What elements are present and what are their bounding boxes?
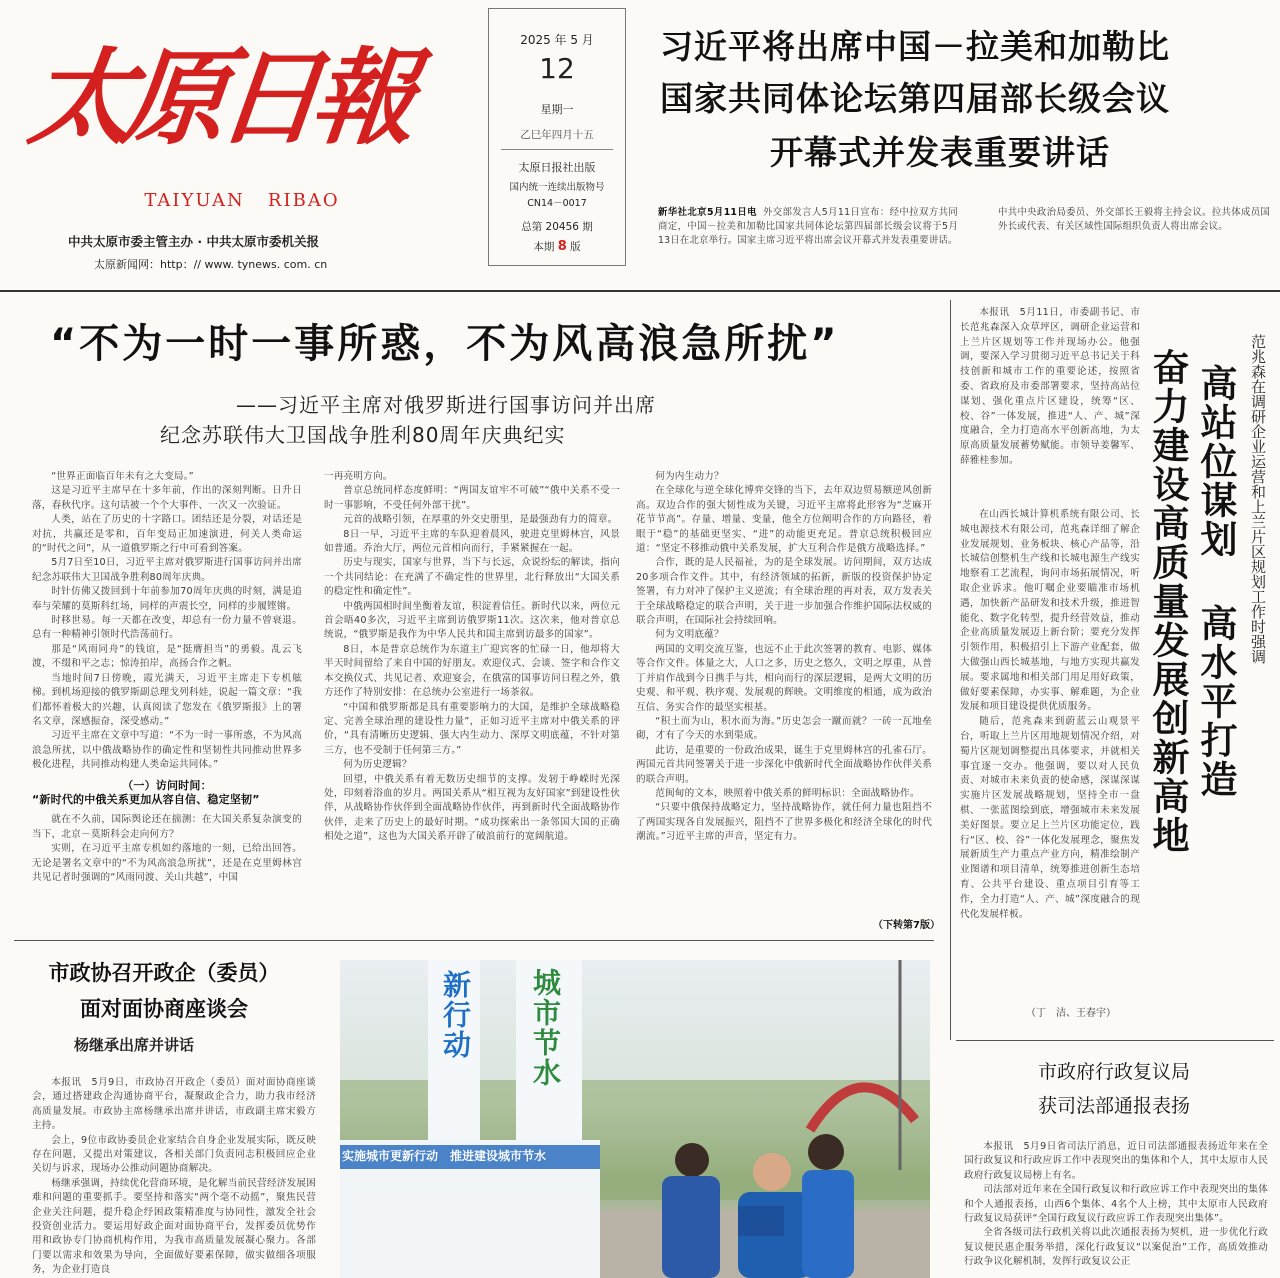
publisher: 太原日报社出版 [518,161,596,174]
pages-prefix: 本期 [533,241,555,253]
photo-horizontal-banner: 实施城市更新行动 推进建设城市节水 [342,1149,547,1163]
cppcc-headline-1: 市政协召开政企（委员） [48,961,280,985]
justice-headline-1: 市政府行政复议局 [1037,1061,1190,1083]
cppcc-paragraph: 会上，9位市政协委员企业家结合自身企业发展实际，既反映存在问题，又提出对策建议，各相关部门负责同志积极回应企业关切与诉求，现场办公推动问题协商解决。 [32,1134,316,1175]
masthead-website[interactable]: 太原新闻网：http：// www. tynews. com. cn [94,258,328,271]
issue-number: 总第 20456 期 [521,221,593,233]
right-story-byline: （丁 洁、王春宇） [1026,1008,1116,1019]
date-block [488,8,626,266]
lead-headline: “不为一时一事所惑，不为风高浪急所扰” [50,321,840,367]
lead-paragraph: 历史与现实，国家与世界，当下与长远，众说纷纭的解读，指向一个共同结论：在充满了不确定性的世界里，北行释放出“大国关系的稳定性和确定性”。 [324,557,620,598]
lead-paragraph: 一再亮明方向。 [324,471,393,482]
lead-paragraph: 范闽甸的文本，映照着中俄关系的鲜明标识：全面战略协作。 [655,787,920,799]
top-story-body-1: 外交部发言人5月11日宣布：经中拉双方共同商定，中国－拉美和加勒比国家共同体论坛第四届部长级会议将于5月13日在北京举行。国家主席习近平将出席会议开幕式并发表重要讲话。 [658,207,958,246]
photo-person-1-head [675,1143,709,1177]
lead-paragraph: 实则，在习近平主席专机如约落地的一刻，已给出回答。无论是署名文章中的“不为风高浪急所扰”，还是在克里姆林宫共见记者时强调的“风雨同渡、关山共越”，中国 [32,843,302,883]
top-story-headline-2: 国家共同体论坛第四届部长级会议 [660,79,1170,118]
lead-paragraph: 回望，中俄关系有着无数历史细节的支撑。发轫于峥嵘时光深处，印刻着浴血的岁月。两国关系从“相互视为友好国家”到建设性伙伴，从战略协作伙伴到全面战略协作伙伴，再到新时代全面战略协作伙伴，走来了历史上的最好时期。“成功探索出一条邻国大国的正确相处之道”，这也为大国关系开辟了破浪前行的宽阔航道。 [324,773,620,843]
lead-paragraph: 8日一早，习近平主席的车队迎着晨风，驶进克里姆林宫，风景如普通。乔治大厅，两位元首相向而行，手紧紧握在一起。 [324,528,620,555]
lead-paragraph: 那是“风雨同舟”的钱谊，是“挺膺担当”的勇毅。乱云飞渡，不缀和平之志；惊涛拍岸，高扬合作之帆。 [32,643,302,670]
lead-paragraph: 此访，是重要的一份政治成果，诞生于克里姆林宫的孔雀石厅。两国元首共同签署关于进一步深化中俄新时代全面战略协作伙伴关系的联合声明。 [636,744,932,785]
lead-paragraph: 中俄两国相时间坐衡着友谊，积淀着信任。新时代以来，两位元首会晤40多次，习近平主席到访俄罗斯11次。这次来，他对普京总统说，“俄罗斯是我作为中华人民共和国主席到访最多的国家”。 [324,600,620,641]
justice-story [956,1044,1280,1278]
photo-person-1-body [662,1176,720,1278]
pages-number: 8 [557,239,567,254]
photo-banner-text-2: 城市节水 [529,968,562,1088]
date-lunar: 乙巳年四月十五 [520,129,594,141]
right-story-title-1: 高站位谋划 高水平打造 [1194,364,1237,799]
lead-paragraph: 8日，本是普京总统作为东道主广迎宾客的忙碌一日，他却将大半天时间留给了来自中国的好朋友。欢迎仪式、会谈、签字和合作文本交换仪式、共见记者、欢迎宴会，在俄富的国事访问日程之外，俄方还作了特别安排：在总统办公室进行一场茶叙。 [324,643,620,699]
right-story-pretitle: 范兆森在调研企业运营和上兰片区规划工作时强调 [1249,334,1267,664]
pages-suffix: 版 [570,241,581,253]
lead-paragraph: 何为内生动力？ [655,471,724,482]
lead-paragraph: 就在不久前，国际舆论还在揣测：在大国关系复杂演变的当下，北京－莫斯科会走向何方？ [32,814,302,840]
right-story-paragraph: 在山西长城计算机系统有限公司、长城电源技术有限公司，范兆森详细了解企业发展规划、业务板块、核心产品等，沿长城信创整机生产线和长城电源生产线实地察看工艺流程，询问市场拓展情况，听取企业诉求。他叮嘱企业要瞄准市场机遇，加快新产品研发和技术升级，推进智能化、数字化转型，提升经营效益，推动企业高质量发展迈上新台阶；要充分发挥引领作用，积极招引上下游产业配套，做大做强山西长城基地，与地方实现共赢发展。要求属地和相关部门用足用好政策，做好要素保障，办实事、解难题，为企业发展和项目建设提供优质服务。 [960,509,1140,713]
justice-paragraph: 全省各级司法行政机关将以此次通报表扬为契机，进一步优化行政复议便民惠企服务举措，深化行政复议“以案促治”工作，高质效推动行政争议化解机制，发挥行政复议公正 [964,1227,1268,1268]
masthead-pinyin: TAIYUAN RIBAO [144,190,340,211]
lead-column-1 [32,470,302,930]
photo-banner-text-1: 新行动 [439,970,472,1060]
lead-paragraph: “世界正面临百年未有之大变局。” [51,471,194,482]
top-story-headline-3: 开幕式并发表重要讲话 [770,133,1110,172]
lead-paragraph: 两国的文明交流互鉴，也远不止于此次签署的教育、电影、媒体等合作文件。体量之大，人口之多，历史之悠久，文明之厚重，从普丁并肩作战到今日携手与共，相向而行的深层逻辑，是两大文明的历史观、和平观、秩序观、发展观的辉映。文明维度的相通，成为政治互信、务实合作的最坚实根基。 [636,643,932,713]
issn-label: 国内统一连续出版物号 [509,182,605,193]
jump-line[interactable]: （下转第7版） [873,920,940,931]
lead-paragraph: 合作，既的是人民福祉，为的是全球发展。访问期间，双方达成20多项合作文件。其中，有经济领域的拓新，新版的投资保护协定签署，有力对冲了保护主义逆流；有全球治理的再对表，双方发表关于全球战略稳定的联合声明，关于进一步加强合作维护国际法权威的联合声明，在国际社会持续回响。 [636,557,932,627]
cppcc-body [32,1076,316,1276]
lead-paragraph: 当地时间7日傍晚，霞光满天，习近平主席走下专机舷梯。到机场迎接的俄罗斯副总理戈列科娃，说起一篇文章：“我们都怀着极大的兴趣，认真阅读了您发在《俄罗斯报》上的署名文章，深感振奋，深受感动。” [32,672,302,727]
lead-paragraph: 这是习近平主席早在十多年前，作出的深刻判断。日升日落，春秋代序。这句话被一个个大事件、一次又一次验证。 [32,485,302,511]
lead-subhead-2: 纪念苏联伟大卫国战争胜利80周年庆典纪实 [160,423,566,447]
rule-under-masthead [0,290,1280,292]
photo-person-3-head [808,1134,844,1170]
right-story-paragraph: 随后，范兆森来到蔚蓝云山观景平台，听取上兰片区用地规划情况介绍，对蜀片区规划调整提出具体要求，并就相关事宜逐一交办。他强调，要以对人民负责、对城市未来负责的使命感，深谋深谋实施片区发展战略规划，坚持全市一盘棋、一张蓝图绘到底，增强城市未来发展美好图景。要立足上兰片区功能定位，践行“区、校、谷”一体化发展理念，聚焦发展新质生产力重点产业方向，精准绘制产业图谱和项目清单，统筹推进创新生态培育、公共平台建设、重点项目引育等工作，全力打造“人、产、城”深度融合的现代化发展样板。 [960,716,1140,920]
section-subtitle: “新时代的中俄关系更加从容自信、稳定坚韧” [32,792,260,806]
right-story [956,300,1280,1040]
lead-paragraph: 时移世易。每一天都在改变，却总有一份力量不曾衰退。总有一种精神引领时代浩荡前行。 [32,615,302,641]
lead-column-2 [324,470,620,930]
rule-above-justice-story [956,1040,1274,1041]
photo-scene [340,960,930,1278]
issn: CN14－0017 [527,198,587,209]
lead-paragraph: 元首的战略引领，在厚重的外交史册里，是最强劲有力的简章。 [343,514,618,526]
photo-person-2-head [753,1153,791,1191]
rule-above-bottom [14,940,934,941]
section-title: （一）访问时间： [122,778,212,792]
justice-paragraph: 司法部对近年来在全国行政复议和行政应诉工作中表现突出的集体和个人通报表扬，山西6个集体、4名个人上榜，其中太原市人民政府行政复议局获评“全国行政复议行政应诉工作表现突出集体”。 [964,1184,1268,1225]
cppcc-paragraph: 杨继承强调，持续优化营商环境，是化解当前民营经济发展困难和问题的重要抓手。要坚持和落实“两个毫不动摇”，聚焦民营企业关注问题，提升稳企纾困政策精准度与协同性，激发全社会投资创业活力。要运用好政企面对面协商平台，发挥委员优势作用和政协专门协商机构作用，为我市高质量发展凝心聚力。各部门要以需求和效果为导向，全面做好要素保障，做实做细各项服务，为企业打造良 [32,1177,316,1276]
pages-count [489,239,625,254]
right-story-paragraph: 本报讯 5月11日，市委副书记、市长范兆森深入众草坪区，调研企业运营和上兰片区规划等工作并现场办公。他强调，要深入学习贯彻习近平总书记关于科技创新和城市工作的重要论述，按照省委、省政府及市委部署要求，坚持高站位谋划、强化重点片区建设，统筹“区、校、谷”一体发展，推进“人、产、城”深度融合，全力打造高水平创新高地，为太原高质量发展蓄势赋能。市领导姜馨军、薛雅桂参加。 [960,307,1140,466]
lead-paragraph: “中国和俄罗斯都是具有重要影响力的大国，是维护全球战略稳定、完善全球治理的建设性力量”，正如习近平主席对中俄关系的评价，“具有清晰历史逻辑、强大内生动力、深厚文明底蕴，不针对第三方，也不受制于任何第三方。” [324,701,620,756]
lead-subhead-1: ——习近平主席对俄罗斯进行国事访问并出席 [236,393,656,417]
photo-brochure [738,1206,784,1236]
lead-story [0,300,940,940]
masthead-logo: 太原日報 [23,36,413,159]
right-story-body-2 [960,508,1140,1000]
justice-body [964,1140,1268,1278]
top-story-dateline: 新华社北京5月11日电 [658,207,757,218]
justice-paragraph: 本报讯 5月9日省司法厅消息，近日司法部通报表扬近年来在全国行政复议和行政应诉工作中表现突出的集体和个人，其中太原市人民政府行政复议局榜上有名。 [964,1141,1268,1181]
lead-paragraph: 时针仿佛又拨回到十年前参加70周年庆典的时刻，满是追奉与荣耀的莫斯科红场，同样的声震长空，同样的步履铿锵。 [32,586,302,612]
lead-paragraph: 在全球化与逆全球化博弈交锋的当下，去年双边贸易额逆风创新高。双边合作的强大韧性成为关键，习近平主席将此形容为“芝麻开花节节高”。存量、增量、变量，他全方位阐明合作的方向路径，着眼于“稳”的基础更坚实、“进”的动能更充足。普京总统积极回应道：“坚定不移推动俄中关系发展，扩大互利合作是俄方战略选择。” [636,485,932,555]
lead-paragraph: 普京总统同样态度鲜明：“两国友谊牢不可破”“俄中关系不受一时一事影响，不受任何外部干扰”。 [324,485,620,511]
date-year-month: 2025 年 5 月 [520,33,594,47]
cppcc-subhead: 杨继承出席并讲话 [73,1036,194,1054]
top-story-col1 [658,206,958,248]
lead-paragraph: 何为文明底蕴？ [655,629,724,641]
photo-person-3-body [802,1170,854,1278]
date-day: 12 [539,52,575,85]
lead-paragraph: 人类，站在了历史的十字路口。团结还是分裂，对话还是对抗，共赢还是零和，百年变局正加速演进，何关人类命运的“时代之问”，从一道俄罗斯之行中可看到答案。 [32,514,302,555]
justice-headline-2: 获司法部通报表扬 [1037,1095,1190,1117]
rule-right-column [950,300,951,1040]
right-story-body-1 [960,306,1140,508]
news-photo [340,960,930,1278]
date-divider [501,149,613,150]
date-weekday: 星期一 [540,103,574,116]
cppcc-headline-2: 面对面协商座谈会 [80,997,248,1021]
lead-paragraph: “只要中俄保持战略定力，坚持战略协作，就任何力量也阻挡不了两国实现各自发展振兴，阻挡不了世界多极化和经济全球化的时代潮流。”习近平主席的声音，坚定有力。 [636,802,932,843]
lead-paragraph: “积土而为山，积水而为海。”历史怎会一蹴而就？一砖一瓦地垒砌，才有了今天的水到渠成。 [636,715,932,742]
lead-paragraph: 5月7日至10日，习近平主席对俄罗斯进行国事访问并出席纪念苏联伟大卫国战争胜利80周年庆典。 [32,557,302,583]
right-story-title-2: 奋力建设高质量发展创新高地 [1146,348,1189,855]
top-story-col2: 中共中央政治局委员、外交部长王毅将主持会议。拉共体成员国外长或代表、有关区域性国际组织负责人将出席会议。 [998,207,1270,232]
top-story [640,0,1280,280]
lead-paragraph: 何为历史逻辑？ [343,759,412,771]
top-story-headline-1: 习近平将出席中国－拉美和加勒比 [660,27,1170,66]
masthead-sponsor: 中共太原市委主管主办 · 中共太原市委机关报 [68,234,319,249]
cppcc-paragraph: 本报讯 5月9日，市政协召开政企（委员）面对面协商座谈会，通过搭建政企沟通协商平台，凝聚政企合力，助力我市经济高质量发展。市政协主席杨继承出席并讲话，市政副主席宋毅方主持。 [32,1077,316,1132]
lead-paragraph: 习近平主席在文章中写道：“不为一时一事所惑，不为风高浪急所扰，以中俄战略协作的确定性和坚韧性共同推动世界多极化进程，共同推动构建人类命运共同体。” [32,730,302,771]
cppcc-story [14,948,324,1278]
lead-column-3 [636,470,932,916]
masthead [0,0,480,280]
